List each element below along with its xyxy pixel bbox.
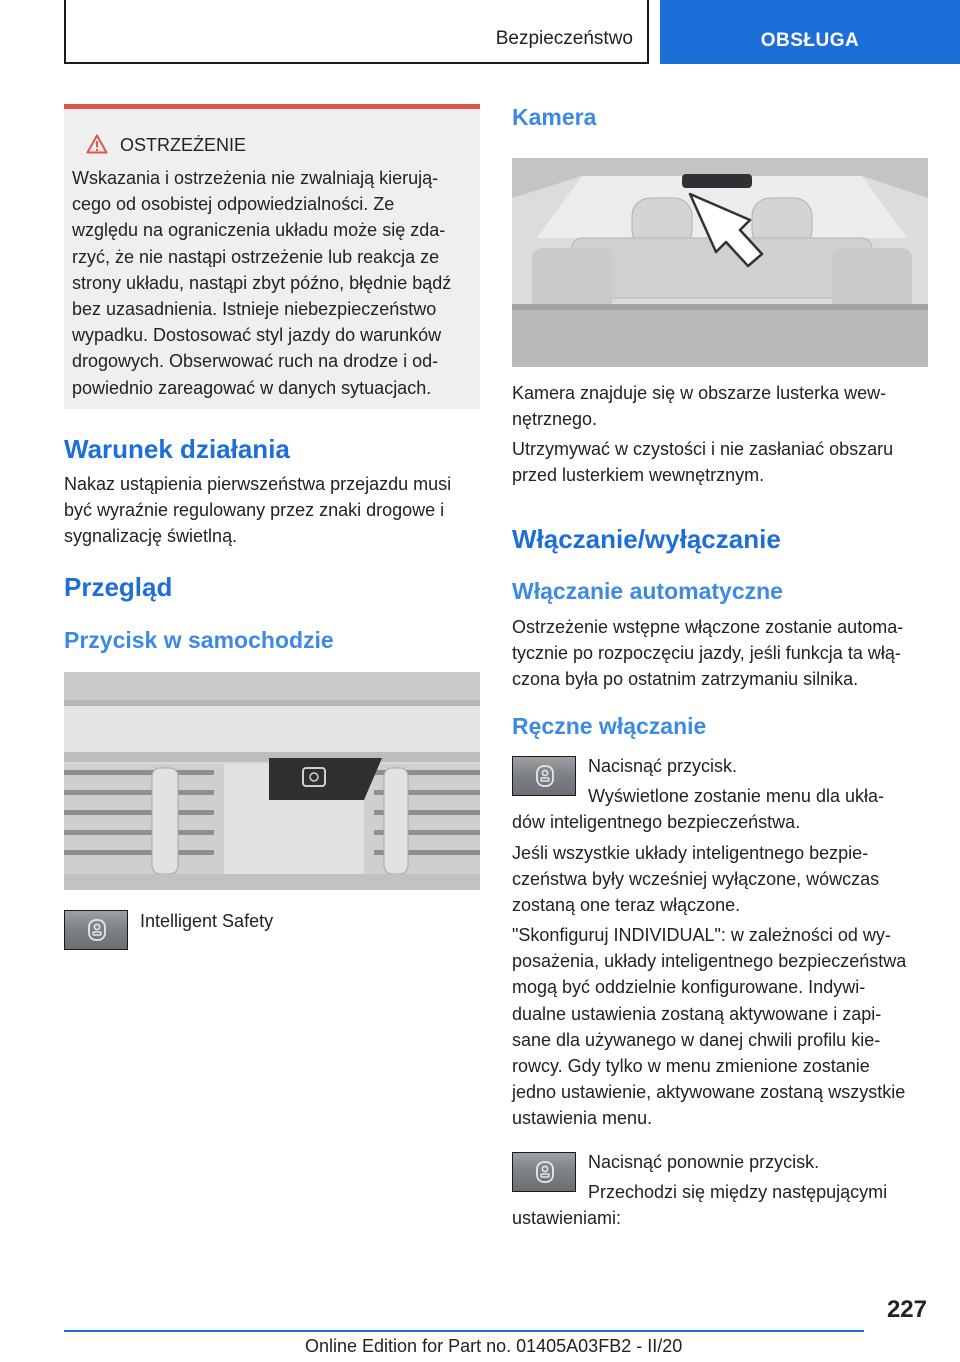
- individual-line: mogą być oddzielnie konfigurowane. Indywi-: [512, 977, 866, 998]
- auto-paragraph: [512, 614, 928, 693]
- step2-text: Nacisnąć ponownie przycisk.: [588, 1152, 820, 1172]
- individual-line: ustawienia menu.: [512, 1108, 653, 1129]
- safety-button-step2[interactable]: [512, 1152, 576, 1192]
- individual-line: sane dla używanego w danej chwili profilu kie-: [512, 1029, 881, 1050]
- footer-edition: Online Edition for Part no. 01405A03FB2 - II/20: [305, 1336, 683, 1356]
- header-section-title: Bezpieczeństwo: [495, 28, 633, 49]
- header-chapter-label: OBSŁUGA: [760, 30, 860, 51]
- condition-line: Nakaz ustąpienia pierwszeństwa przejazdu musi: [64, 474, 452, 494]
- header-section-box: [64, 0, 649, 64]
- warning-line: bez uzasadnienia. Istnieje niebezpieczeństwo: [72, 299, 437, 320]
- camera-location-photo: [512, 158, 928, 367]
- intelligent-safety-icon: [87, 919, 107, 941]
- all-off-line: czeństwa były wcześniej wyłączone, wówczas: [512, 869, 880, 890]
- all-off-line: Jeśli wszystkie układy inteligentnego bezpie-: [512, 843, 869, 863]
- warning-line: wypadku. Dostosować styl jazdy do warunków: [72, 325, 442, 346]
- camera-keep-line: Utrzymywać w czystości i nie zasłaniać obszaru: [512, 439, 894, 459]
- step1-result-b: dów inteligentnego bezpieczeństwa.: [512, 812, 801, 832]
- button-label: Intelligent Safety: [140, 911, 274, 931]
- heading-on-off: Włączanie/wyłączanie: [512, 524, 781, 554]
- auto-line: czona była po ostatnim zatrzymaniu silnika.: [512, 669, 859, 690]
- all-off-paragraph: [512, 840, 928, 919]
- warning-title: OSTRZEŻENIE: [120, 135, 247, 155]
- auto-line: Ostrzeżenie wstępne włączone zostanie automa-: [512, 617, 904, 637]
- individual-line: dualne ustawienia zostaną aktywowane i zapi-: [512, 1003, 882, 1024]
- warning-heading: [72, 134, 246, 156]
- footer-rule: [64, 1330, 864, 1332]
- heading-condition: Warunek działania: [64, 434, 290, 464]
- condition-line: być wyraźnie regulowany przez znaki drogowe i: [64, 500, 445, 521]
- heading-camera: Kamera: [512, 104, 597, 130]
- intelligent-safety-icon: [535, 765, 555, 787]
- condition-paragraph: [64, 471, 480, 550]
- step1-result-a: Wyświetlone zostanie menu dla ukła-: [588, 786, 884, 806]
- individual-paragraph: [512, 922, 932, 1132]
- warning-line: rzyć, że nie nastąpi ostrzeżenie lub reakcja ze: [72, 246, 440, 267]
- warning-line: strony układu, nastąpi zbyt późno, błędnie bądź: [72, 272, 452, 293]
- camera-caption-line: Kamera znajduje się w obszarze lusterka wew-: [512, 383, 887, 403]
- intelligent-safety-button[interactable]: [64, 910, 128, 950]
- individual-line: rowcy. Gdy tylko w menu zmienione zostanie: [512, 1056, 870, 1077]
- step1-text: Nacisnąć przycisk.: [588, 756, 738, 776]
- step2-result-a: Przechodzi się między następującymi: [588, 1182, 888, 1202]
- individual-line: posażenia, układy inteligentnego bezpieczeństwa: [512, 951, 907, 972]
- warning-box: [64, 104, 480, 409]
- warning-line: powiednio zareagować w danych sytuacjach.: [72, 377, 432, 398]
- warning-triangle-icon: [86, 134, 108, 154]
- condition-line: sygnalizację świetlną.: [64, 526, 238, 547]
- camera-keep-clean: [512, 436, 928, 488]
- warning-line: drogowych. Obserwować ruch na drodze i od-: [72, 351, 439, 372]
- step2-result-b: ustawieniami:: [512, 1208, 622, 1228]
- individual-line: jedno ustawienie, aktywowane zostaną wszystkie: [512, 1082, 906, 1103]
- warning-text: [72, 165, 472, 401]
- heading-overview: Przegląd: [64, 572, 173, 602]
- all-off-line: zostaną one teraz włączone.: [512, 895, 741, 916]
- warning-line: cego od osobistej odpowiedzialności. Ze: [72, 194, 395, 215]
- individual-line: "Skonfiguruj INDIVIDUAL": w zależności od wy-: [512, 925, 891, 945]
- warning-line: Wskazania i ostrzeżenia nie zwalniają kierują-: [72, 168, 439, 188]
- dashboard-button-photo: [64, 672, 480, 890]
- heading-button-in-car: Przycisk w samochodzie: [64, 627, 334, 653]
- warning-line: względu na ograniczenia układu może się zda-: [72, 220, 446, 241]
- heading-manual-on: Ręczne włączanie: [512, 713, 707, 739]
- camera-keep-line: przed lusterkiem wewnętrznym.: [512, 465, 765, 486]
- camera-caption: [512, 380, 928, 432]
- safety-button-step1[interactable]: [512, 756, 576, 796]
- intelligent-safety-icon: [535, 1161, 555, 1183]
- heading-auto-on: Włączanie automatyczne: [512, 578, 783, 604]
- auto-line: tycznie po rozpoczęciu jazdy, jeśli funkcja ta włą-: [512, 643, 901, 664]
- header-chapter-tab[interactable]: [660, 0, 960, 64]
- camera-caption-line: nętrznego.: [512, 409, 598, 430]
- page-number: 227: [886, 1296, 927, 1323]
